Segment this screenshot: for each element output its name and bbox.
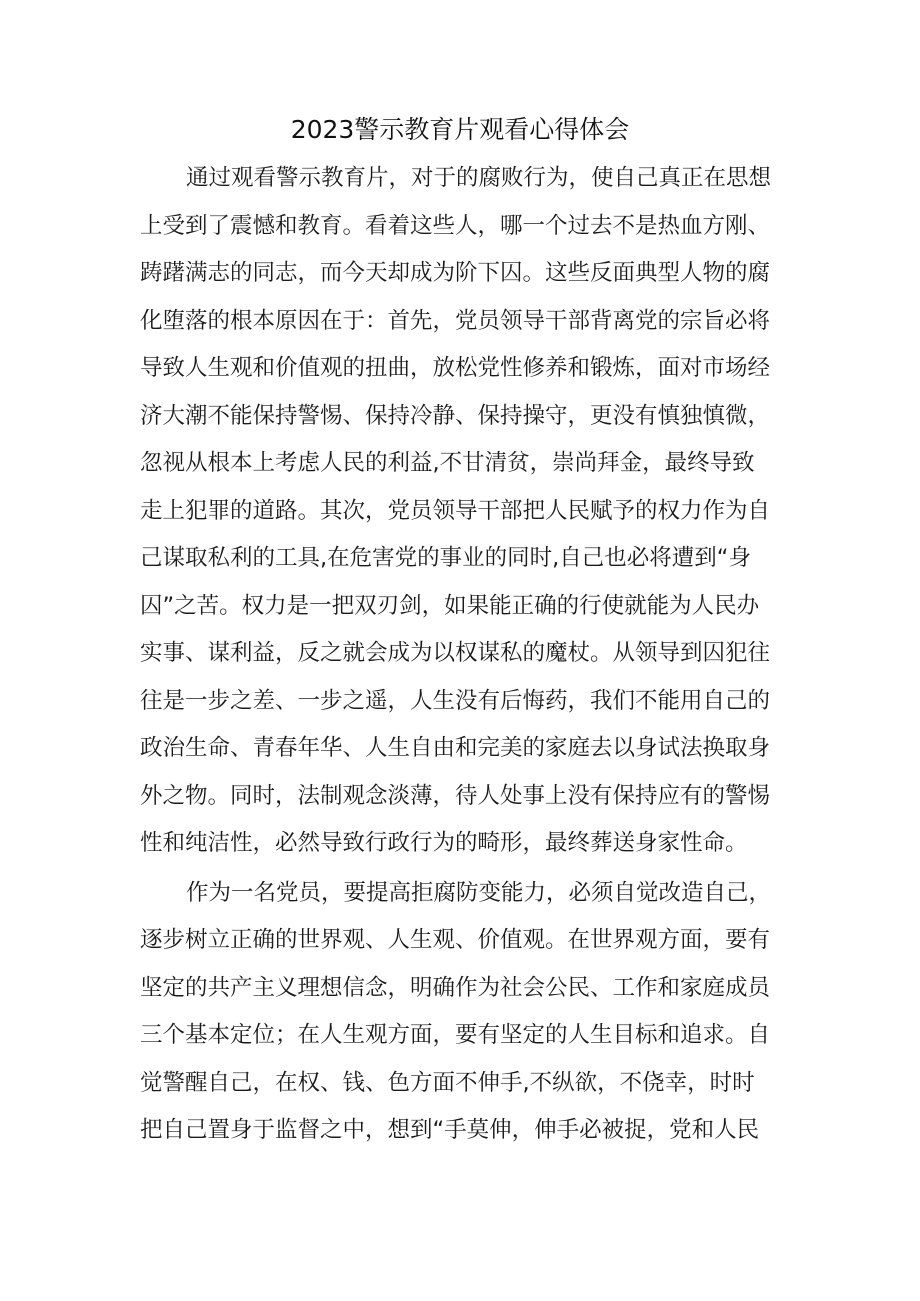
- paragraph-line: 逐步树立正确的世界观、人生观、价值观。在世界观方面，要有: [140, 927, 771, 953]
- paragraph-line: 化堕落的根本原因在于：首先，党员领导干部背离党的宗旨必将: [140, 307, 771, 334]
- paragraph-line: 济大潮不能保持警惕、保持冷静、保持操守，更没有慎独慎微，: [140, 402, 771, 429]
- paragraph-line: 通过观看警示教育片，对于的腐败行为，使自己真正在思想: [186, 165, 772, 191]
- paragraph-line: 忽视从根本上考虑人民的利益,不甘清贫，崇尚拜金，最终导致: [140, 450, 755, 476]
- paragraph-line: 踌躇满志的同志，而今天却成为阶下囚。这些反面典型人物的腐: [140, 260, 771, 286]
- paragraph-line: 导致人生观和价值观的扭曲，放松党性修养和锻炼，面对市场经: [140, 355, 771, 381]
- paragraph-line: 往是一步之差、一步之遥，人生没有后悔药，我们不能用自己的: [140, 687, 771, 714]
- document-body: [140, 155, 795, 1155]
- paragraph-line: 己谋取私利的工具,在危害党的事业的同时,自己也必将遭到“身: [140, 545, 751, 571]
- paragraph-line: 作为一名党员，要提高拒腐防变能力，必须自觉改造自己，: [186, 879, 772, 906]
- paragraph-line: 囚”之苦。权力是一把双刃剑，如果能正确的行使就能为人民办: [140, 592, 760, 619]
- paragraph-line: 政治生命、青春年华、人生自由和完美的家庭去以身试法换取身: [140, 735, 771, 761]
- paragraph-line: 外之物。同时，法制观念淡薄，待人处事上没有保持应有的警惕: [140, 782, 771, 809]
- paragraph-line: 三个基本定位；在人生观方面，要有坚定的人生目标和追求。自: [140, 1022, 771, 1048]
- paragraph-line: 性和纯洁性，必然导致行政行为的畸形，最终葬送身家性命。: [140, 830, 748, 856]
- paragraph-line: 走上犯罪的道路。其次，党员领导干部把人民赋予的权力作为自: [140, 497, 771, 524]
- paragraph-line: 上受到了震憾和教育。看着这些人，哪一个过去不是热血方刚、: [140, 212, 771, 239]
- paragraph-line: 觉警醒自己，在权、钱、色方面不伸手,不纵欲，不侥幸，时时: [140, 1069, 755, 1096]
- paragraph-line: 实事、谋利益，反之就会成为以权谋私的魔杖。从领导到囚犯往: [140, 640, 771, 666]
- paragraph-line: 坚定的共产主义理想信念，明确作为社会公民、工作和家庭成员: [140, 974, 771, 1001]
- paragraph-line: 把自己置身于监督之中，想到“手莫伸，伸手必被捉，党和人民: [140, 1117, 760, 1143]
- document-title: 2023警示教育片观看心得体会: [290, 115, 630, 144]
